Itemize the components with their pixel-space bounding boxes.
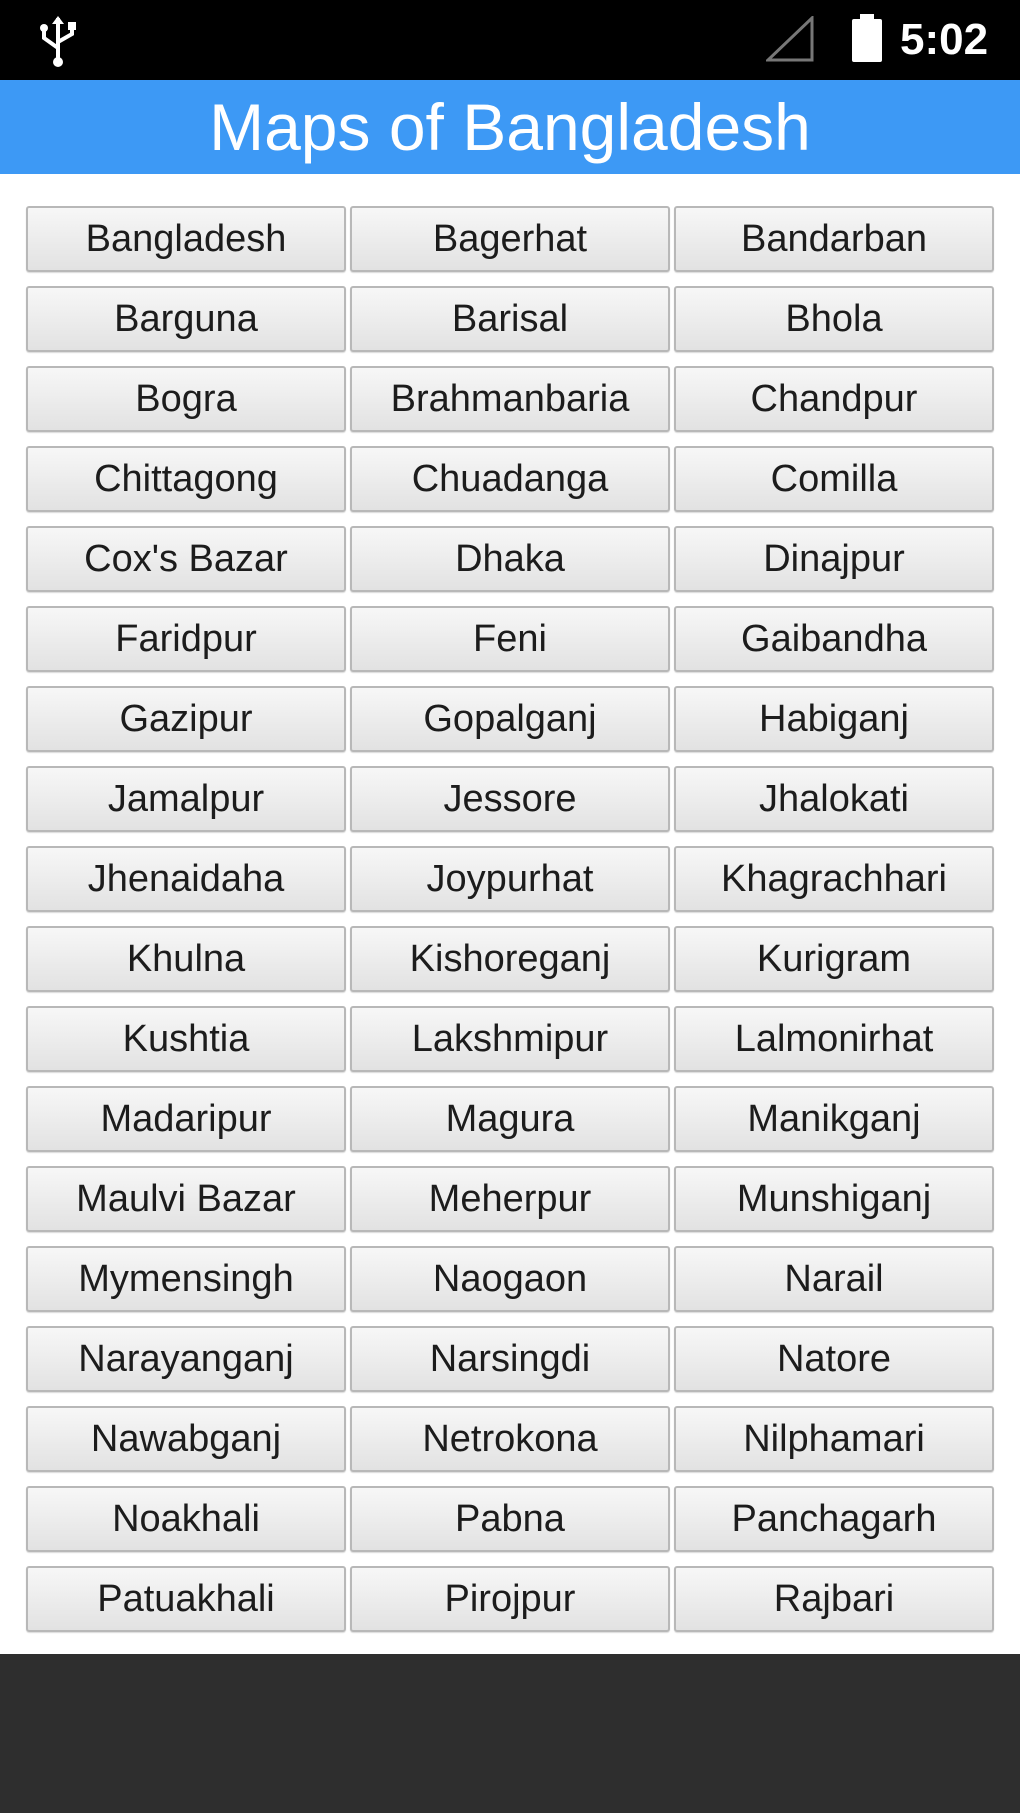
district-button[interactable]: Barisal xyxy=(350,286,670,352)
district-button[interactable]: Naogaon xyxy=(350,1246,670,1312)
district-button[interactable]: Chuadanga xyxy=(350,446,670,512)
district-button[interactable]: Gazipur xyxy=(26,686,346,752)
district-button[interactable]: Madaripur xyxy=(26,1086,346,1152)
district-button[interactable]: Jamalpur xyxy=(26,766,346,832)
battery-icon xyxy=(850,14,884,62)
district-button[interactable]: Lalmonirhat xyxy=(674,1006,994,1072)
usb-icon xyxy=(36,14,80,68)
district-button[interactable]: Netrokona xyxy=(350,1406,670,1472)
district-button[interactable]: Habiganj xyxy=(674,686,994,752)
district-button[interactable]: Kishoreganj xyxy=(350,926,670,992)
page-title: Maps of Bangladesh xyxy=(209,90,811,164)
district-button[interactable]: Manikganj xyxy=(674,1086,994,1152)
district-button[interactable]: Nilphamari xyxy=(674,1406,994,1472)
district-button[interactable]: Jessore xyxy=(350,766,670,832)
district-button[interactable]: Chittagong xyxy=(26,446,346,512)
district-button[interactable]: Pirojpur xyxy=(350,1566,670,1632)
district-button[interactable]: Cox's Bazar xyxy=(26,526,346,592)
district-button[interactable]: Bandarban xyxy=(674,206,994,272)
district-button[interactable]: Bogra xyxy=(26,366,346,432)
district-button[interactable]: Bagerhat xyxy=(350,206,670,272)
district-button[interactable]: Faridpur xyxy=(26,606,346,672)
district-button[interactable]: Lakshmipur xyxy=(350,1006,670,1072)
district-button[interactable]: Patuakhali xyxy=(26,1566,346,1632)
district-button[interactable]: Dinajpur xyxy=(674,526,994,592)
district-button[interactable]: Gopalganj xyxy=(350,686,670,752)
district-button[interactable]: Magura xyxy=(350,1086,670,1152)
district-button[interactable]: Noakhali xyxy=(26,1486,346,1552)
district-button[interactable]: Comilla xyxy=(674,446,994,512)
district-button[interactable]: Kurigram xyxy=(674,926,994,992)
district-button[interactable]: Feni xyxy=(350,606,670,672)
navigation-bar xyxy=(0,1654,1020,1813)
district-button[interactable]: Maulvi Bazar xyxy=(26,1166,346,1232)
district-button[interactable]: Bhola xyxy=(674,286,994,352)
district-button[interactable]: Natore xyxy=(674,1326,994,1392)
status-clock: 5:02 xyxy=(900,15,989,64)
district-button[interactable]: Narayanganj xyxy=(26,1326,346,1392)
district-button[interactable]: Rajbari xyxy=(674,1566,994,1632)
district-button[interactable]: Khagrachhari xyxy=(674,846,994,912)
district-button[interactable]: Bangladesh xyxy=(26,206,346,272)
district-grid xyxy=(26,206,994,1632)
district-button[interactable]: Narsingdi xyxy=(350,1326,670,1392)
district-button[interactable]: Narail xyxy=(674,1246,994,1312)
district-button[interactable]: Panchagarh xyxy=(674,1486,994,1552)
district-button[interactable]: Joypurhat xyxy=(350,846,670,912)
district-button[interactable]: Khulna xyxy=(26,926,346,992)
district-button[interactable]: Brahmanbaria xyxy=(350,366,670,432)
district-button[interactable]: Munshiganj xyxy=(674,1166,994,1232)
district-button[interactable]: Mymensingh xyxy=(26,1246,346,1312)
district-button[interactable]: Nawabganj xyxy=(26,1406,346,1472)
district-button[interactable]: Barguna xyxy=(26,286,346,352)
district-button[interactable]: Pabna xyxy=(350,1486,670,1552)
signal-icon xyxy=(766,16,814,62)
district-list[interactable] xyxy=(0,174,1020,1654)
district-button[interactable]: Meherpur xyxy=(350,1166,670,1232)
district-button[interactable]: Gaibandha xyxy=(674,606,994,672)
district-button[interactable]: Jhenaidaha xyxy=(26,846,346,912)
title-bar xyxy=(0,80,1020,174)
district-button[interactable]: Kushtia xyxy=(26,1006,346,1072)
district-button[interactable]: Chandpur xyxy=(674,366,994,432)
district-button[interactable]: Dhaka xyxy=(350,526,670,592)
status-bar xyxy=(0,0,1020,80)
district-button[interactable]: Jhalokati xyxy=(674,766,994,832)
